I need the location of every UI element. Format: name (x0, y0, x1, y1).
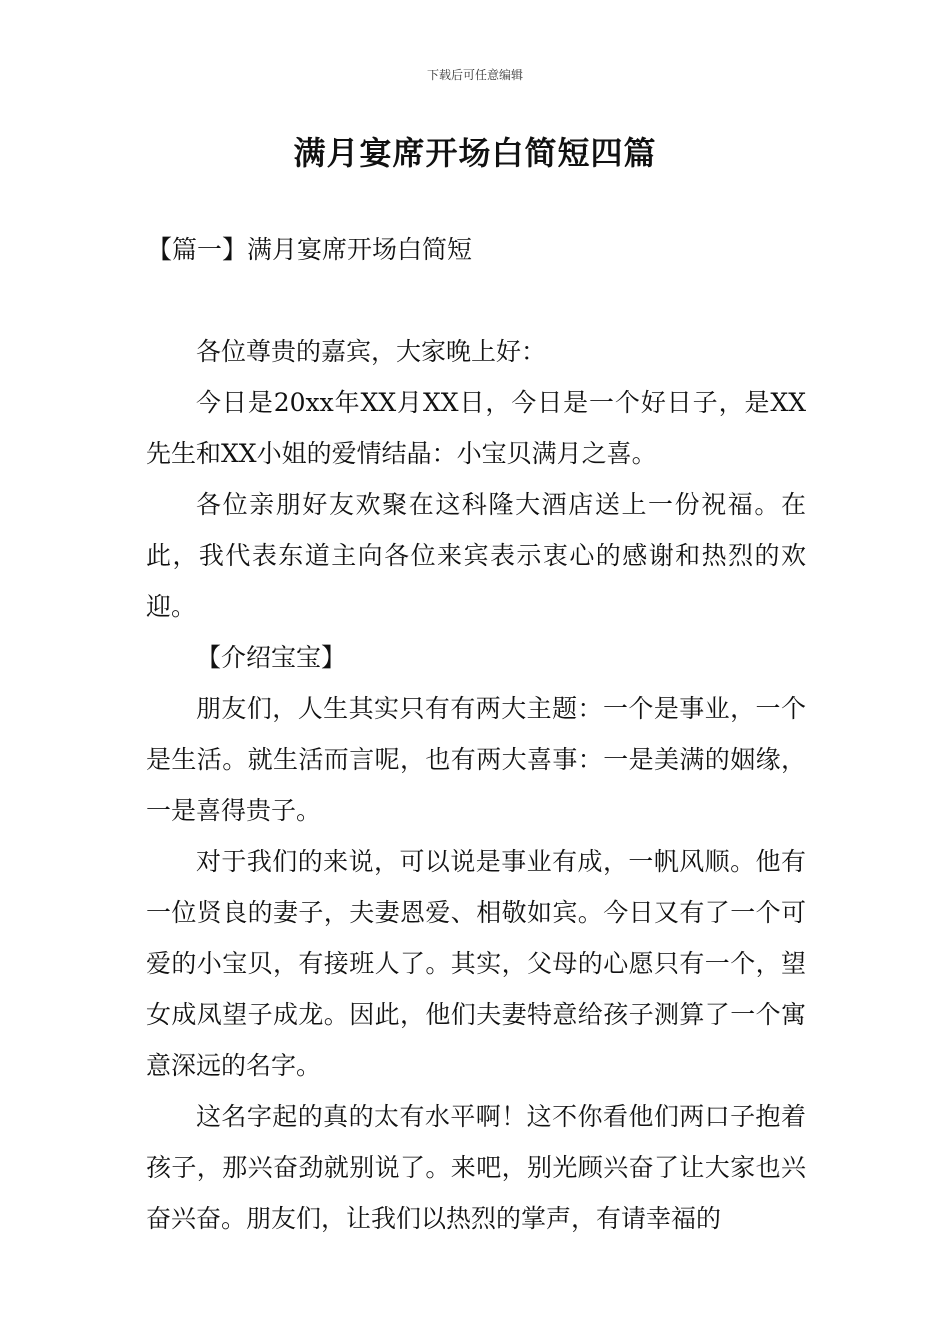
paragraph-greeting: 各位尊贵的嘉宾，大家晚上好： (196, 337, 547, 366)
page-header-note: 下载后可任意编辑 (426, 68, 523, 82)
paragraph-date: 今日是20xx年XX月XX日，今日是一个好日子，是XX先生和XX小姐的爱情结晶：小宝贝满月之喜。 (146, 388, 806, 468)
document-title: 满月宴席开场白简短四篇 (293, 134, 657, 172)
paragraph-life-themes: 朋友们，人生其实只有有两大主题：一个是事业，一个是生活。就生活而言呢，也有两大喜事：一是美满的姻缘，一是喜得贵子。 (146, 694, 806, 825)
paragraph-subheading: 【介绍宝宝】 (196, 643, 347, 672)
document-body (146, 326, 806, 1244)
paragraph-name-praise: 这名字起的真的太有水平啊！这不你看他们两口子抱着孩子，那兴奋劲就别说了。来吧，别光顾兴奋了让大家也兴奋兴奋。朋友们，让我们以热烈的掌声，有请幸福的 (146, 1102, 806, 1233)
paragraph-welcome: 各位亲朋好友欢聚在这科隆大酒店送上一份祝福。在此，我代表东道主向各位来宾表示衷心的感谢和热烈的欢迎。 (146, 490, 806, 621)
paragraph-family: 对于我们的来说，可以说是事业有成，一帆风顺。他有一位贤良的妻子，夫妻恩爱、相敬如宾。今日又有了一个可爱的小宝贝，有接班人了。其实，父母的心愿只有一个，望女成凤望子成龙。因此，他们夫妻特意给孩子测算了一个寓意深远的名字。 (146, 847, 806, 1080)
section-heading: 【篇一】满月宴席开场白简短 (147, 235, 473, 264)
